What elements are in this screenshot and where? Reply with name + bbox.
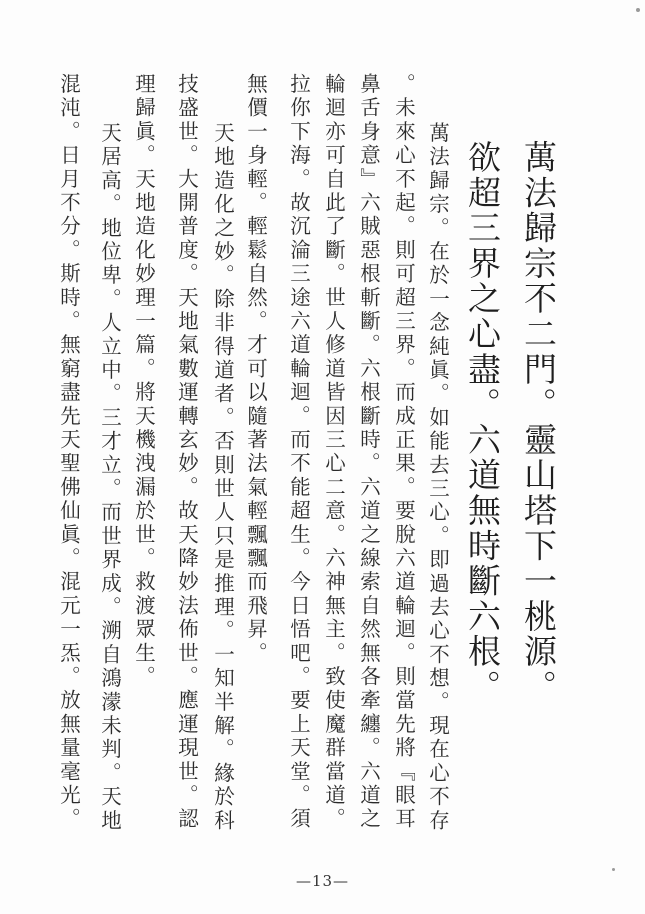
- body-column-9: 理歸眞。天地造化妙理一篇。將天機洩漏於世。救渡眾生。: [131, 73, 156, 690]
- body-column-1: 萬法歸宗。在於一念純眞。如能去三心。即過去心不想。現在心不存: [425, 122, 450, 833]
- body-column-11: 混沌。日月不分。斯時。無窮盡先天聖佛仙眞。混元一炁。放無量毫光。: [56, 73, 81, 832]
- page-number: —13—: [295, 872, 350, 890]
- scan-speck: [612, 868, 615, 871]
- body-column-5: 拉你下海。故沉淪三途六道輪迴。而不能超生。今日悟吧。要上天堂。須: [286, 73, 311, 832]
- body-column-8: 技盛世。大開普度。天地氣數運轉玄妙。故天降妙法佈世。應運現世。認: [174, 73, 199, 832]
- title-line-1: 萬法歸宗不二門。靈山塔下一桃源。: [519, 140, 558, 705]
- body-column-7: 天地造化之妙。除非得道者。否則世人只是推理。一知半解。緣於科: [210, 122, 235, 833]
- body-column-2: 。未來心不起。則可超三界。而成正果。要脫六道輪迴。則當先將『眼耳: [391, 73, 416, 832]
- body-column-3: 鼻舌身意』六賊惡根斬斷。六根斷時。六道之線索自然無各牽纏。六道之: [356, 73, 381, 832]
- body-column-6: 無價一身輕。輕鬆自然。才可以隨著法氣輕飄飄而飛昇。: [243, 73, 268, 666]
- scan-speck: [636, 8, 640, 12]
- body-column-4: 輪迴亦可自此了斷。世人修道皆因三心二意。六神無主。致使魔群當道。: [321, 73, 346, 832]
- body-column-10: 天居高。地位卑。人立中。三才立。而世界成。溯自鴻濛未判。天地: [97, 122, 122, 833]
- title-line-2: 欲超三界之心盡。六道無時斷六根。: [463, 140, 502, 705]
